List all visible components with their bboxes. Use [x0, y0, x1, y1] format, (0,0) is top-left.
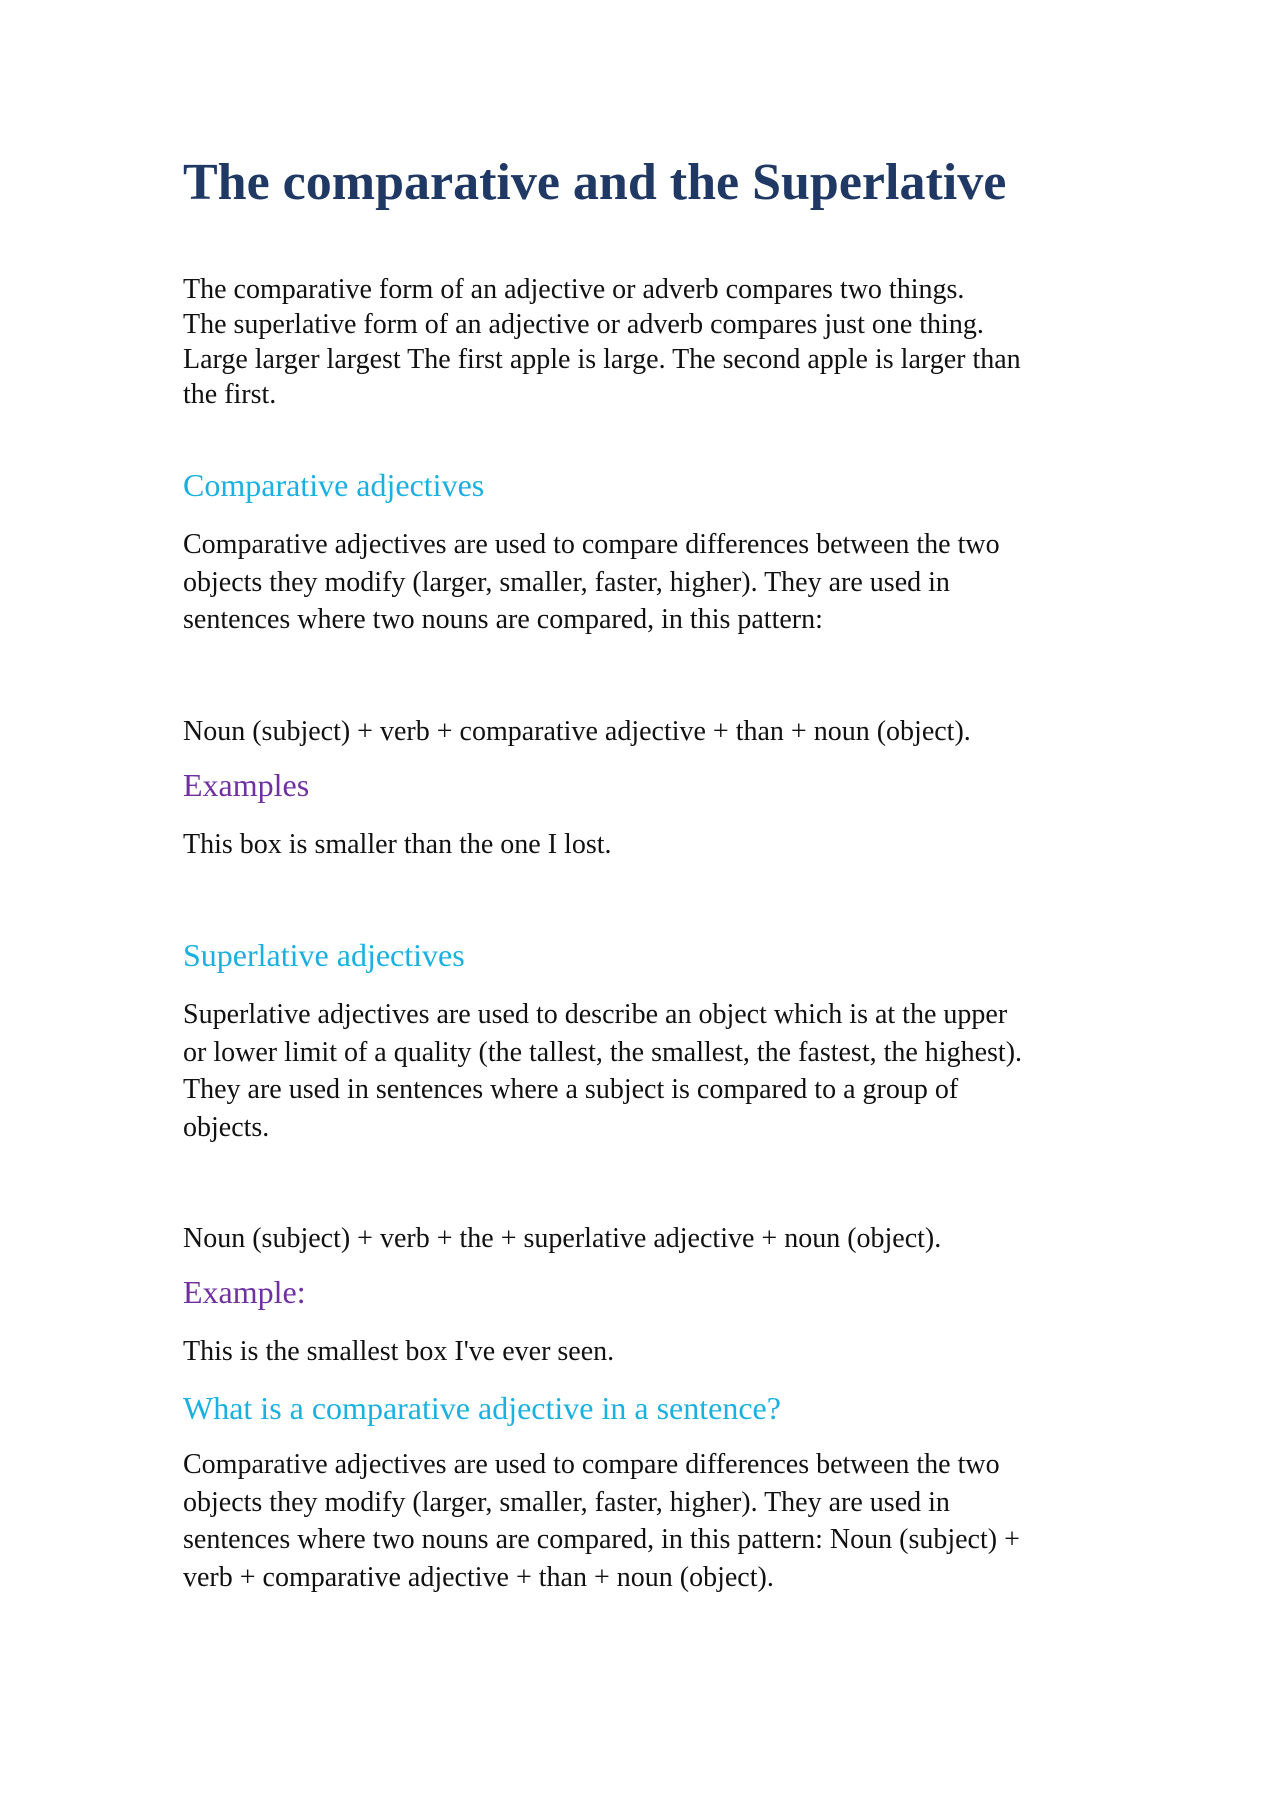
intro-paragraph — [183, 272, 1113, 412]
comparative-body — [183, 526, 1113, 639]
body-line: Superlative adjectives are used to describe an object which is at the upper — [183, 999, 1008, 1030]
superlative-pattern: Noun (subject) + verb + the + superlative adjective + noun (object). — [183, 1223, 942, 1254]
examples-heading: Examples — [183, 767, 310, 803]
intro-line: The superlative form of an adjective or adverb compares just one thing. — [183, 309, 984, 340]
body-line: objects. — [183, 1111, 270, 1143]
intro-line: The comparative form of an adjective or adverb compares two things. — [183, 274, 965, 305]
comparative-example: This box is smaller than the one I lost. — [183, 829, 612, 860]
intro-line: the first. — [183, 379, 277, 410]
superlative-example: This is the smallest box I've ever seen. — [183, 1336, 615, 1367]
body-line: objects they modify (larger, smaller, faster, higher). They are used in — [183, 1486, 950, 1518]
body-line: or lower limit of a quality (the tallest, the smallest, the fastest, the highest). — [183, 1036, 1023, 1068]
comparative-heading: Comparative adjectives — [183, 467, 485, 503]
intro-line: Large larger largest The first apple is large. The second apple is larger than — [183, 344, 1021, 375]
superlative-heading: Superlative adjectives — [183, 937, 465, 973]
page-title: The comparative and the Superlative — [183, 154, 1007, 211]
example-heading: Example: — [183, 1274, 306, 1310]
body-line: Comparative adjectives are used to compare differences between the two — [183, 1449, 1000, 1480]
body-line: Comparative adjectives are used to compare differences between the two — [183, 529, 1000, 560]
body-line: objects they modify (larger, smaller, faster, higher). They are used in — [183, 566, 950, 598]
superlative-body — [183, 996, 1113, 1146]
body-line: They are used in sentences where a subject is compared to a group of — [183, 1074, 959, 1105]
faq-body — [183, 1446, 1113, 1596]
body-line: verb + comparative adjective + than + noun (object). — [183, 1561, 774, 1593]
faq-heading: What is a comparative adjective in a sentence? — [183, 1390, 781, 1426]
body-line: sentences where two nouns are compared, in this pattern: — [183, 604, 823, 635]
body-line: sentences where two nouns are compared, in this pattern: Noun (subject) + — [183, 1524, 1020, 1555]
comparative-pattern: Noun (subject) + verb + comparative adjective + than + noun (object). — [183, 716, 971, 747]
